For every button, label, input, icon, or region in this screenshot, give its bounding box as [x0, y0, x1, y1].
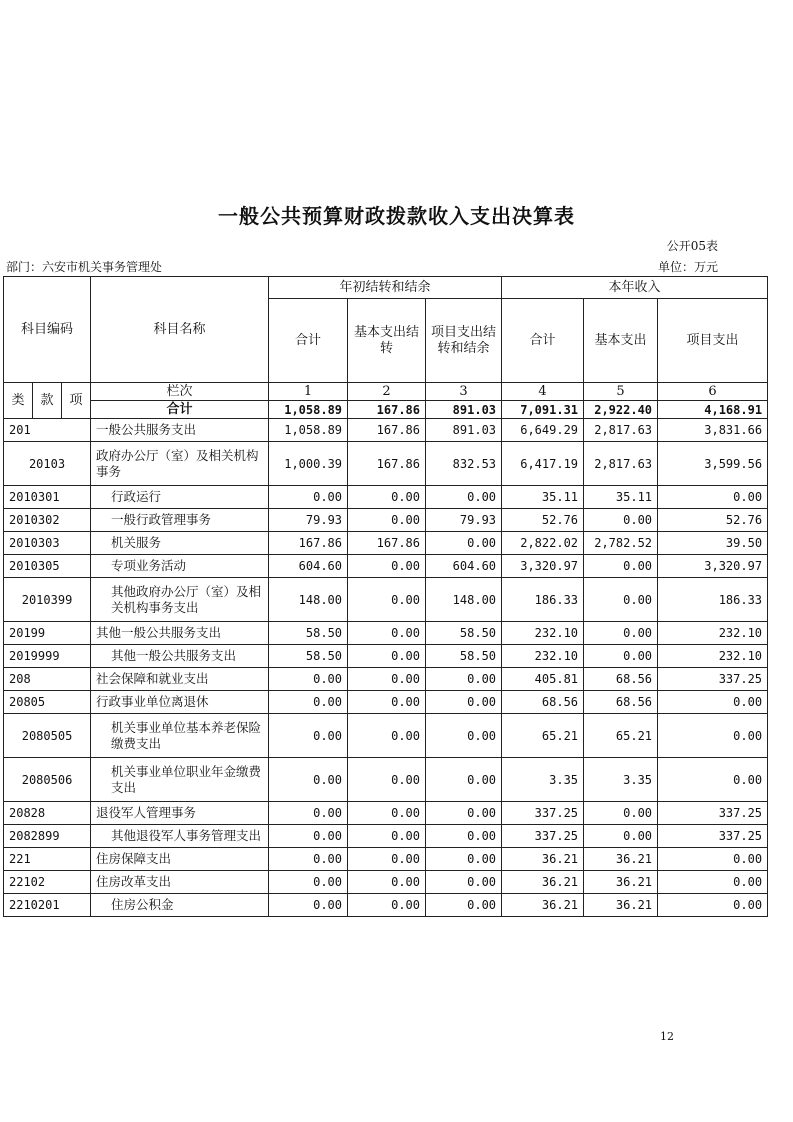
column-number: 2	[348, 383, 426, 401]
table-row	[4, 442, 768, 486]
total-value: 2,922.40	[584, 401, 658, 419]
row-value: 167.86	[348, 442, 426, 486]
row-value: 232.10	[658, 645, 768, 668]
header-xiang: 项	[62, 383, 91, 419]
row-value: 3,831.66	[658, 419, 768, 442]
row-value: 1,000.39	[269, 442, 348, 486]
row-value: 337.25	[658, 802, 768, 825]
row-name: 专项业务活动	[91, 555, 269, 578]
table-row	[4, 714, 768, 758]
row-value: 0.00	[348, 758, 426, 802]
row-value: 3,320.97	[502, 555, 584, 578]
header-basic: 基本支出	[584, 299, 658, 383]
row-name: 其他退役军人事务管理支出	[91, 825, 269, 848]
row-name: 一般行政管理事务	[91, 509, 269, 532]
row-value: 2,822.02	[502, 532, 584, 555]
table-row	[4, 802, 768, 825]
row-value: 58.50	[426, 645, 502, 668]
total-value: 4,168.91	[658, 401, 768, 419]
row-value: 232.10	[658, 622, 768, 645]
row-name: 行政事业单位离退休	[91, 691, 269, 714]
row-value: 891.03	[426, 419, 502, 442]
header-name: 科目名称	[91, 277, 269, 383]
row-value: 3,599.56	[658, 442, 768, 486]
row-value: 0.00	[584, 825, 658, 848]
column-number-label: 栏次	[91, 383, 269, 401]
row-value: 167.86	[348, 532, 426, 555]
row-value: 2,817.63	[584, 419, 658, 442]
row-value: 405.81	[502, 668, 584, 691]
row-name: 其他一般公共服务支出	[91, 622, 269, 645]
table-row	[4, 848, 768, 871]
row-value: 36.21	[502, 848, 584, 871]
row-value: 0.00	[348, 871, 426, 894]
budget-table	[3, 276, 768, 917]
row-code: 20103	[4, 442, 91, 486]
row-value: 36.21	[502, 894, 584, 917]
row-value: 3.35	[502, 758, 584, 802]
row-value: 36.21	[584, 871, 658, 894]
table-row	[4, 758, 768, 802]
row-value: 52.76	[502, 509, 584, 532]
row-value: 36.21	[502, 871, 584, 894]
table-row	[4, 486, 768, 509]
report-title: 一般公共预算财政拨款收入支出决算表	[218, 204, 575, 228]
row-value: 0.00	[269, 825, 348, 848]
row-value: 0.00	[658, 714, 768, 758]
row-code: 22102	[4, 871, 91, 894]
table-row	[4, 578, 768, 622]
row-value: 337.25	[658, 825, 768, 848]
row-value: 0.00	[658, 758, 768, 802]
row-name: 行政运行	[91, 486, 269, 509]
row-value: 337.25	[502, 825, 584, 848]
row-value: 0.00	[584, 802, 658, 825]
row-value: 148.00	[426, 578, 502, 622]
row-value: 148.00	[269, 578, 348, 622]
header-total-2: 合计	[502, 299, 584, 383]
header-basic-carry: 基本支出结转	[348, 299, 426, 383]
row-value: 3,320.97	[658, 555, 768, 578]
row-name: 机关服务	[91, 532, 269, 555]
row-value: 0.00	[426, 825, 502, 848]
row-value: 0.00	[348, 622, 426, 645]
row-value: 68.56	[584, 691, 658, 714]
header-project: 项目支出	[658, 299, 768, 383]
row-value: 337.25	[502, 802, 584, 825]
total-value: 1,058.89	[269, 401, 348, 419]
row-value: 0.00	[426, 802, 502, 825]
row-value: 186.33	[502, 578, 584, 622]
row-value: 0.00	[348, 802, 426, 825]
row-value: 0.00	[269, 486, 348, 509]
row-value: 39.50	[658, 532, 768, 555]
row-name: 其他政府办公厅（室）及相关机构事务支出	[91, 578, 269, 622]
column-number: 6	[658, 383, 768, 401]
row-value: 0.00	[269, 848, 348, 871]
row-name: 其他一般公共服务支出	[91, 645, 269, 668]
row-value: 167.86	[269, 532, 348, 555]
table-row	[4, 555, 768, 578]
row-value: 0.00	[348, 668, 426, 691]
row-name: 住房保障支出	[91, 848, 269, 871]
row-value: 604.60	[426, 555, 502, 578]
row-code: 201	[4, 419, 91, 442]
row-value: 0.00	[269, 802, 348, 825]
row-value: 0.00	[426, 668, 502, 691]
table-row	[4, 668, 768, 691]
row-value: 0.00	[584, 622, 658, 645]
form-number: 公开05表	[666, 239, 718, 253]
row-value: 0.00	[269, 668, 348, 691]
row-code: 2010305	[4, 555, 91, 578]
row-value: 58.50	[269, 622, 348, 645]
header-carryover-group: 年初结转和结余	[269, 277, 502, 299]
row-value: 232.10	[502, 622, 584, 645]
row-name: 住房公积金	[91, 894, 269, 917]
row-value: 232.10	[502, 645, 584, 668]
row-value: 0.00	[269, 714, 348, 758]
row-value: 0.00	[426, 848, 502, 871]
table-row	[4, 645, 768, 668]
column-number: 3	[426, 383, 502, 401]
row-value: 0.00	[269, 894, 348, 917]
row-value: 337.25	[658, 668, 768, 691]
row-code: 2019999	[4, 645, 91, 668]
table-row	[4, 509, 768, 532]
row-value: 65.21	[584, 714, 658, 758]
row-value: 79.93	[269, 509, 348, 532]
row-code: 20805	[4, 691, 91, 714]
row-value: 0.00	[426, 532, 502, 555]
row-code: 2010399	[4, 578, 91, 622]
table-body	[4, 419, 768, 917]
table-row	[4, 622, 768, 645]
row-value: 0.00	[658, 691, 768, 714]
row-value: 58.50	[426, 622, 502, 645]
total-value: 167.86	[348, 401, 426, 419]
row-code: 20199	[4, 622, 91, 645]
row-code: 221	[4, 848, 91, 871]
row-name: 政府办公厅（室）及相关机构事务	[91, 442, 269, 486]
row-code: 2010301	[4, 486, 91, 509]
row-name: 一般公共服务支出	[91, 419, 269, 442]
row-value: 0.00	[348, 848, 426, 871]
row-value: 52.76	[658, 509, 768, 532]
row-name: 住房改革支出	[91, 871, 269, 894]
total-value: 7,091.31	[502, 401, 584, 419]
row-value: 0.00	[426, 871, 502, 894]
total-value: 891.03	[426, 401, 502, 419]
row-value: 604.60	[269, 555, 348, 578]
header-class: 类	[4, 383, 33, 419]
row-value: 0.00	[658, 894, 768, 917]
header-total-1: 合计	[269, 299, 348, 383]
row-value: 0.00	[426, 894, 502, 917]
row-code: 20828	[4, 802, 91, 825]
department-label: 部门：六安市机关事务管理处	[6, 260, 163, 274]
row-value: 58.50	[269, 645, 348, 668]
column-number: 4	[502, 383, 584, 401]
row-value: 2,782.52	[584, 532, 658, 555]
row-code: 208	[4, 668, 91, 691]
total-label: 合计	[91, 401, 269, 419]
row-value: 0.00	[348, 509, 426, 532]
row-value: 0.00	[348, 825, 426, 848]
row-value: 3.35	[584, 758, 658, 802]
row-value: 2,817.63	[584, 442, 658, 486]
table-row	[4, 532, 768, 555]
row-value: 0.00	[269, 758, 348, 802]
row-value: 0.00	[348, 645, 426, 668]
row-value: 68.56	[584, 668, 658, 691]
row-value: 0.00	[426, 691, 502, 714]
row-value: 0.00	[348, 486, 426, 509]
column-number: 1	[269, 383, 348, 401]
row-code: 2082899	[4, 825, 91, 848]
row-value: 35.11	[502, 486, 584, 509]
row-value: 0.00	[584, 555, 658, 578]
header-code: 科目编码	[4, 277, 91, 383]
row-value: 832.53	[426, 442, 502, 486]
row-value: 36.21	[584, 894, 658, 917]
row-value: 0.00	[584, 645, 658, 668]
row-value: 0.00	[348, 714, 426, 758]
row-code: 2080505	[4, 714, 91, 758]
row-name: 机关事业单位基本养老保险缴费支出	[91, 714, 269, 758]
header-income-group: 本年收入	[502, 277, 768, 299]
row-value: 0.00	[348, 555, 426, 578]
row-value: 68.56	[502, 691, 584, 714]
row-name: 机关事业单位职业年金缴费支出	[91, 758, 269, 802]
row-code: 2210201	[4, 894, 91, 917]
row-code: 2010302	[4, 509, 91, 532]
row-value: 0.00	[269, 691, 348, 714]
unit-label: 单位：万元	[657, 260, 718, 274]
row-value: 0.00	[269, 871, 348, 894]
row-value: 0.00	[426, 758, 502, 802]
row-value: 6,417.19	[502, 442, 584, 486]
column-number: 5	[584, 383, 658, 401]
header-kuan: 款	[33, 383, 62, 419]
row-value: 167.86	[348, 419, 426, 442]
row-name: 社会保障和就业支出	[91, 668, 269, 691]
page-number: 12	[660, 1030, 674, 1043]
table-row	[4, 871, 768, 894]
row-value: 0.00	[584, 578, 658, 622]
row-value: 0.00	[348, 578, 426, 622]
table-row	[4, 691, 768, 714]
table-row	[4, 894, 768, 917]
table-row	[4, 419, 768, 442]
row-value: 0.00	[348, 691, 426, 714]
header-project-carry: 项目支出结转和结余	[426, 299, 502, 383]
row-value: 0.00	[348, 894, 426, 917]
row-value: 0.00	[426, 714, 502, 758]
row-value: 186.33	[658, 578, 768, 622]
row-value: 65.21	[502, 714, 584, 758]
row-value: 0.00	[658, 848, 768, 871]
row-value: 0.00	[658, 871, 768, 894]
row-value: 0.00	[426, 486, 502, 509]
row-value: 35.11	[584, 486, 658, 509]
row-value: 1,058.89	[269, 419, 348, 442]
row-value: 36.21	[584, 848, 658, 871]
row-code: 2080506	[4, 758, 91, 802]
row-value: 79.93	[426, 509, 502, 532]
row-value: 0.00	[658, 486, 768, 509]
row-value: 6,649.29	[502, 419, 584, 442]
row-name: 退役军人管理事务	[91, 802, 269, 825]
table-row	[4, 825, 768, 848]
row-value: 0.00	[584, 509, 658, 532]
row-code: 2010303	[4, 532, 91, 555]
